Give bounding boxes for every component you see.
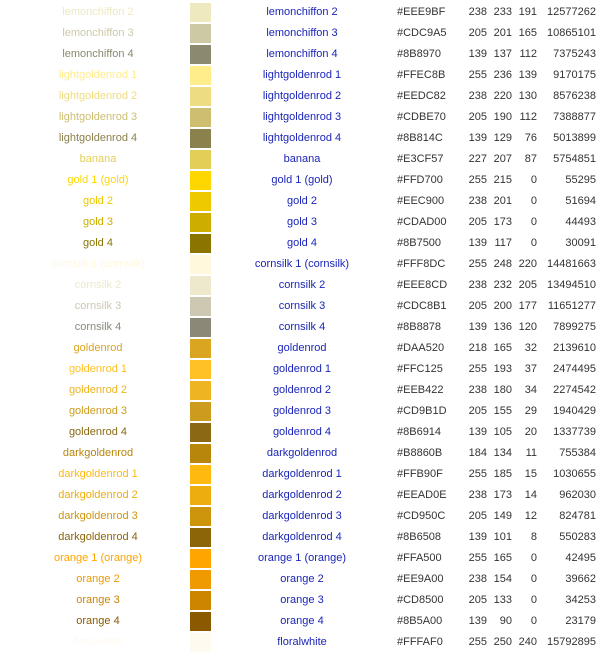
color-swatch [190,591,211,610]
color-name-colored: lemonchiffon 4 [62,48,134,60]
green-value: 193 [493,363,512,375]
red-value: 255 [468,636,487,648]
color-name-colored: orange 1 (orange) [53,552,143,564]
blue-value: 8 [530,531,537,543]
blue-value: 0 [530,552,537,564]
color-name-colored: cornsilk 3 [74,300,122,312]
table-row [0,44,600,65]
hex-value: #B8860B [397,447,443,459]
blue-value: 76 [524,132,537,144]
table-row [0,296,600,317]
color-name-link[interactable]: darkgoldenrod 1 [262,468,342,480]
color-name-colored: orange 3 [76,594,120,606]
color-name-colored: gold 2 [83,195,113,207]
red-value: 205 [468,300,487,312]
table-row [0,359,600,380]
hex-value: #DAA520 [397,342,445,354]
hex-value: #FFFAF0 [397,636,443,648]
color-name-colored: darkgoldenrod 4 [58,531,138,543]
color-swatch [190,234,211,253]
hex-value: #CDAD00 [397,216,447,228]
blue-value: 20 [524,426,537,438]
green-value: 101 [493,531,512,543]
green-value: 201 [493,195,512,207]
color-name-colored: lightgoldenrod 4 [58,132,138,144]
table-row [0,527,600,548]
color-name-colored: darkgoldenrod 2 [58,489,138,501]
blue-value: 87 [524,153,537,165]
decimal-value: 1940429 [553,405,596,417]
color-swatch [190,486,211,505]
hex-value: #CD950C [397,510,446,522]
table-row [0,338,600,359]
decimal-value: 14481663 [547,258,596,270]
color-name-colored: goldenrod 3 [68,405,128,417]
color-swatch [190,213,211,232]
color-name-link[interactable]: darkgoldenrod 3 [262,510,342,522]
red-value: 238 [468,384,487,396]
red-value: 255 [468,174,487,186]
table-row [0,422,600,443]
color-name-link[interactable]: orange 1 (orange) [257,552,347,564]
color-swatch [190,528,211,547]
hex-value: #8B5A00 [397,615,443,627]
color-name-link[interactable]: orange 3 [280,594,324,606]
hex-value: #EEE9BF [397,6,446,18]
green-value: 215 [493,174,512,186]
decimal-value: 8576238 [553,90,596,102]
green-value: 165 [493,342,512,354]
hex-value: #CD8500 [397,594,444,606]
hex-value: #EEE8CD [397,279,448,291]
color-name-link[interactable]: floralwhite [277,636,327,648]
decimal-value: 1030655 [553,468,596,480]
decimal-value: 34253 [565,594,596,606]
hex-value: #8B8970 [397,48,442,60]
blue-value: 15 [524,468,537,480]
red-value: 218 [468,342,487,354]
color-name-colored: orange 2 [76,573,120,585]
blue-value: 0 [530,573,537,585]
green-value: 180 [493,384,512,396]
color-name-colored: darkgoldenrod 3 [58,510,138,522]
hex-value: #8B7500 [397,237,442,249]
table-row [0,548,600,569]
hex-value: #EEAD0E [397,489,447,501]
color-name-link[interactable]: lemonchiffon 4 [266,48,338,60]
decimal-value: 23179 [565,615,596,627]
decimal-value: 15792895 [547,636,596,648]
table-row [0,191,600,212]
color-name-link[interactable]: goldenrod 1 [272,363,332,375]
decimal-value: 12577262 [547,6,596,18]
blue-value: 34 [524,384,537,396]
red-value: 238 [468,279,487,291]
green-value: 248 [493,258,512,270]
decimal-value: 9170175 [553,69,596,81]
color-name-link[interactable]: cornsilk 3 [278,300,326,312]
red-value: 238 [468,6,487,18]
color-swatch [190,381,211,400]
color-name-link[interactable]: goldenrod 3 [272,405,332,417]
decimal-value: 51694 [565,195,596,207]
color-name-link[interactable]: darkgoldenrod [266,447,338,459]
red-value: 238 [468,195,487,207]
color-name-link[interactable]: goldenrod 4 [272,426,332,438]
decimal-value: 2274542 [553,384,596,396]
table-row [0,233,600,254]
color-swatch [190,3,211,22]
blue-value: 29 [524,405,537,417]
color-swatch [190,255,211,274]
decimal-value: 13494510 [547,279,596,291]
hex-value: #EEC900 [397,195,445,207]
table-row [0,86,600,107]
red-value: 139 [468,426,487,438]
color-swatch [190,24,211,43]
color-name-link[interactable]: orange 2 [280,573,324,585]
color-swatch [190,150,211,169]
decimal-value: 755384 [559,447,596,459]
hex-value: #CDC8B1 [397,300,447,312]
red-value: 139 [468,48,487,60]
color-name-link[interactable]: cornsilk 1 (cornsilk) [254,258,350,270]
decimal-value: 2474495 [553,363,596,375]
decimal-value: 10865101 [547,27,596,39]
decimal-value: 550283 [559,531,596,543]
blue-value: 130 [518,90,537,102]
color-name-colored: cornsilk 2 [74,279,122,291]
color-swatch [190,129,211,148]
blue-value: 112 [519,111,537,123]
decimal-value: 30091 [565,237,596,249]
blue-value: 177 [518,300,537,312]
blue-value: 0 [530,594,537,606]
decimal-value: 7899275 [553,321,596,333]
green-value: 136 [493,321,512,333]
hex-value: #E3CF57 [397,153,444,165]
color-name-link[interactable]: lightgoldenrod 4 [262,132,342,144]
green-value: 190 [493,111,512,123]
table-row [0,2,600,23]
hex-value: #FFF8DC [397,258,446,270]
green-value: 173 [493,489,512,501]
hex-value: #8B8878 [397,321,442,333]
color-name-link[interactable]: lemonchiffon 2 [266,6,338,18]
color-name-colored: gold 3 [83,216,113,228]
color-swatch [190,612,211,631]
hex-value: #CD9B1D [397,405,447,417]
table-row [0,380,600,401]
green-value: 173 [493,216,512,228]
color-swatch [190,87,211,106]
table-row [0,212,600,233]
green-value: 155 [493,405,512,417]
red-value: 255 [468,69,487,81]
color-swatch [190,465,211,484]
color-swatch [190,171,211,190]
color-name-colored: lemonchiffon 3 [62,27,134,39]
green-value: 149 [493,510,512,522]
table-row [0,170,600,191]
color-name-link[interactable]: goldenrod 2 [272,384,332,396]
color-name-colored: cornsilk 4 [74,321,122,333]
color-swatch [190,360,211,379]
color-name-colored: lemonchiffon 2 [62,6,134,18]
blue-value: 220 [518,258,537,270]
table-row [0,275,600,296]
hex-value: #EEDC82 [397,90,446,102]
color-name-link[interactable]: banana [283,153,321,165]
blue-value: 0 [530,195,537,207]
blue-value: 37 [524,363,537,375]
decimal-value: 7388877 [553,111,596,123]
green-value: 236 [493,69,512,81]
color-swatch [190,549,211,568]
color-swatch [190,444,211,463]
color-name-link[interactable]: orange 4 [280,615,324,627]
color-name-colored: lightgoldenrod 2 [58,90,138,102]
color-name-colored: darkgoldenrod [62,447,134,459]
color-name-colored: gold 4 [83,237,113,249]
red-value: 238 [468,90,487,102]
blue-value: 0 [530,237,537,249]
red-value: 139 [468,615,487,627]
color-name-link[interactable]: goldenrod [277,342,327,354]
blue-value: 12 [524,510,537,522]
color-name-colored: orange 4 [76,615,120,627]
table-row [0,149,600,170]
color-name-colored: lightgoldenrod 1 [58,69,138,81]
decimal-value: 44493 [565,216,596,228]
table-row [0,65,600,86]
color-name-colored: goldenrod 2 [68,384,128,396]
color-name-colored: goldenrod 1 [68,363,128,375]
blue-value: 165 [518,27,537,39]
red-value: 184 [468,447,487,459]
hex-value: #FFA500 [397,552,442,564]
color-name-colored: banana [79,153,117,165]
color-swatch [190,108,211,127]
decimal-value: 11651277 [547,300,596,312]
color-swatch [190,318,211,337]
blue-value: 120 [518,321,537,333]
green-value: 137 [493,48,512,60]
hex-value: #FFC125 [397,363,443,375]
color-swatch [190,633,211,652]
red-value: 255 [468,468,487,480]
color-swatch [190,423,211,442]
hex-value: #8B814C [397,132,443,144]
red-value: 205 [468,27,487,39]
table-row [0,401,600,422]
red-value: 255 [468,363,487,375]
blue-value: 0 [530,615,537,627]
green-value: 154 [493,573,512,585]
blue-value: 139 [518,69,537,81]
color-swatch [190,66,211,85]
green-value: 134 [493,447,512,459]
color-name-link[interactable]: lightgoldenrod 3 [262,111,342,123]
red-value: 205 [468,216,487,228]
green-value: 250 [493,636,512,648]
decimal-value: 5013899 [553,132,596,144]
color-swatch [190,570,211,589]
green-value: 201 [493,27,512,39]
color-swatch [190,297,211,316]
table-row [0,611,600,632]
color-swatch [190,507,211,526]
green-value: 133 [493,594,512,606]
decimal-value: 1337739 [553,426,596,438]
color-name-link[interactable]: gold 2 [287,195,317,207]
decimal-value: 5754851 [553,153,596,165]
color-name-link[interactable]: gold 4 [287,237,317,249]
table-row [0,107,600,128]
color-name-colored: floralwhite [73,636,123,648]
red-value: 139 [468,132,487,144]
color-swatch [190,276,211,295]
table-row [0,464,600,485]
blue-value: 240 [518,636,537,648]
red-value: 205 [468,594,487,606]
hex-value: #FFEC8B [397,69,446,81]
red-value: 227 [468,153,487,165]
red-value: 238 [468,573,487,585]
decimal-value: 42495 [565,552,596,564]
hex-value: #EE9A00 [397,573,444,585]
color-name-link[interactable]: cornsilk 2 [278,279,326,291]
color-name-link[interactable]: lightgoldenrod 1 [262,69,342,81]
color-name-link[interactable]: darkgoldenrod 2 [262,489,342,501]
green-value: 207 [493,153,512,165]
red-value: 139 [468,321,487,333]
table-row [0,23,600,44]
color-name-colored: lightgoldenrod 3 [58,111,138,123]
color-name-link[interactable]: cornsilk 4 [278,321,326,333]
blue-value: 11 [525,447,537,459]
hex-value: #8B6508 [397,531,442,543]
table-row [0,317,600,338]
decimal-value: 39662 [565,573,596,585]
green-value: 185 [493,468,512,480]
decimal-value: 55295 [565,174,596,186]
color-name-link[interactable]: gold 1 (gold) [271,174,333,186]
red-value: 238 [468,489,487,501]
green-value: 90 [499,615,512,627]
blue-value: 205 [518,279,537,291]
hex-value: #EEB422 [397,384,444,396]
color-name-colored: cornsilk 1 (cornsilk) [50,258,146,270]
table-row [0,128,600,149]
decimal-value: 962030 [559,489,596,501]
hex-value: #CDC9A5 [397,27,447,39]
color-name-link[interactable]: darkgoldenrod 4 [262,531,342,543]
red-value: 139 [468,531,487,543]
table-row [0,569,600,590]
hex-value: #FFD700 [397,174,443,186]
hex-value: #CDBE70 [397,111,446,123]
red-value: 205 [468,111,487,123]
color-name-colored: goldenrod 4 [68,426,128,438]
table-row [0,485,600,506]
green-value: 220 [493,90,512,102]
green-value: 233 [493,6,512,18]
green-value: 200 [493,300,512,312]
color-name-colored: goldenrod [73,342,123,354]
table-row [0,590,600,611]
decimal-value: 7375243 [553,48,596,60]
green-value: 165 [493,552,512,564]
color-swatch [190,192,211,211]
hex-value: #FFB90F [397,468,443,480]
color-table [0,2,600,653]
color-name-link[interactable]: lightgoldenrod 2 [262,90,342,102]
red-value: 255 [468,552,487,564]
red-value: 139 [468,237,487,249]
color-swatch [190,402,211,421]
color-swatch [190,45,211,64]
color-name-colored: darkgoldenrod 1 [58,468,138,480]
blue-value: 32 [524,342,537,354]
green-value: 129 [493,132,512,144]
red-value: 205 [468,405,487,417]
decimal-value: 824781 [559,510,596,522]
color-swatch [190,339,211,358]
table-row [0,443,600,464]
hex-value: #8B6914 [397,426,442,438]
green-value: 105 [493,426,512,438]
green-value: 232 [493,279,512,291]
table-row [0,254,600,275]
color-name-link[interactable]: lemonchiffon 3 [266,27,338,39]
decimal-value: 2139610 [553,342,596,354]
color-name-colored: gold 1 (gold) [67,174,129,186]
table-row [0,506,600,527]
table-row [0,632,600,653]
blue-value: 14 [524,489,537,501]
red-value: 255 [468,258,487,270]
red-value: 205 [468,510,487,522]
color-name-link[interactable]: gold 3 [287,216,317,228]
green-value: 117 [494,237,512,249]
blue-value: 112 [519,48,537,60]
blue-value: 191 [518,6,537,18]
blue-value: 0 [530,174,537,186]
blue-value: 0 [530,216,537,228]
